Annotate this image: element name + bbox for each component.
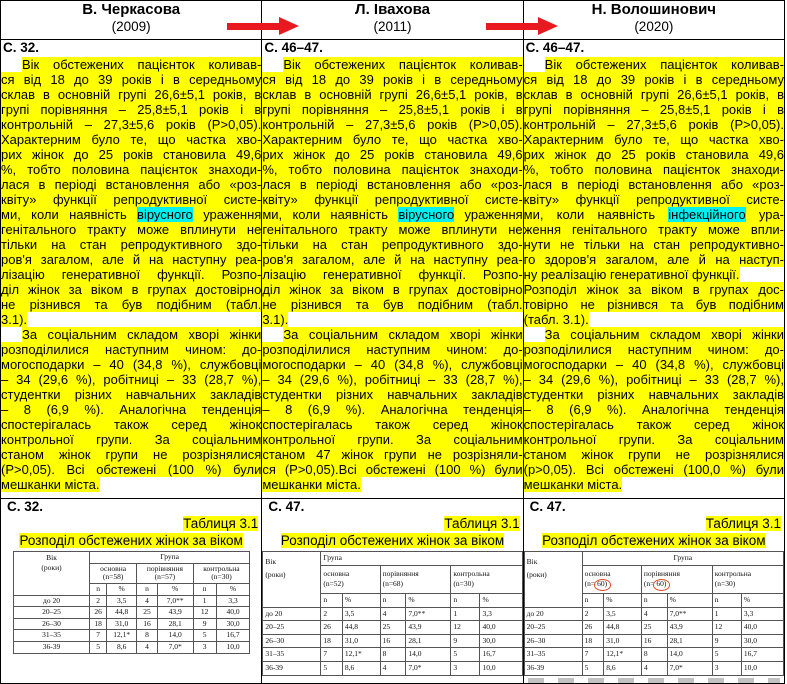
text-cell-cherkasova bbox=[1, 40, 262, 499]
red-ellipse-annotation: 60) bbox=[653, 579, 670, 591]
author-name: В. Черкасова bbox=[82, 1, 181, 18]
author-name: Л. Івахова bbox=[355, 1, 430, 18]
publication-year: (2020) bbox=[634, 19, 674, 34]
source-header-ivakhova bbox=[262, 1, 523, 40]
highlighted-text-block: Вік обстежених пацієнток коливав- ся від 18 до 39 років і в середньому склав в основній групі 26,6±5,1 років, в групі порівняння – 25,8±5,1 років і в контрольній – 27,3±5,6 років (Р>0,05). Характерним було те, що частка хво- рих жінок до 25 років становила 49,6 %, тобто половина пацієнток знаходи- лася в періоді встановлення або «роз- квіту» функції репродуктивної систе- ми, коли наявність вірусного ураження генітального тракту може вплинути не тільки на стан репродуктивного здо- ров'я загалом, але й на наступну реа- лізацію генеративної функції. Розпо- діл жінок за віком в групах достовірно не різнився та був подібним (табл. 3.1). За соціальним складом хворі жінки розподілилися наступним чином: до- могосподарки – 40 (34,8 %), службовці – 34 (29,6 %), робітниці – 33 (28,7 %), студентки різних навчальних закладів – 8 (6,9 %). Аналогічна тенденція спостерігалась також серед жінок контрольної групи. За соціальним станом жінок групи не розрізнялися (Р>0,05). Всі обстежені (100 %) були мешканки міста. bbox=[1, 57, 262, 492]
cut-off-footnote-fragment bbox=[528, 678, 780, 683]
arrow-shaft bbox=[227, 23, 279, 30]
arrow-head bbox=[279, 17, 299, 35]
highlighted-text-block: Вік обстежених пацієнток коливав- ся від 18 до 39 років і в середньому склав в основній групі 26,6±5,1 років, в групі порівняння – 25,8±5,1 років і в контрольній – 27,3±5,6 років (Р>0,05). Характерним було те, що частка хво- рих жінок до 25 років становила 49,6 %, тобто половина пацієнток знаходи- лася в періоді встановлення або «роз- квіту» функції репродуктивної систе- ми, коли наявність інфекційного ура- ження генітального тракту може впли- нути не тільки на стан репродуктивно- го здоров'я загалом, але й на наступ- ну реалізацію генеративної функції. Розподіл жінок за віком в групах дос- товірно не різнився та був подібним (табл. 3.1). За соціальним складом хворі жінки розподілилися наступним чином: до- могосподарки – 40 (34,8 %), службовці – 34 (29,6 %), робітниці – 33 (28,7 %), студентки різних навчальних закладів – 8 (6,9 %). Аналогічна тенденція спостерігалась також серед жінок контрольної групи. За соціальним станом жінок групи не розрізнялися (р>0,05). Всі обстежені (100,0 %) були мешканки міста. bbox=[523, 57, 784, 492]
table-title: Розподіл обстежених жінок за віком bbox=[542, 533, 766, 548]
source-header-voloshynovych bbox=[523, 1, 784, 40]
author-name: Н. Волошинович bbox=[591, 1, 717, 18]
page-reference: С. 46–47. bbox=[525, 40, 585, 55]
highlighted-text-block: Вік обстежених пацієнток коливав- ся від 18 до 39 років і в середньому склав в основній групі 26,6±5,1 років, в групі порівняння – 25,8±5,1 років і в контрольній – 27,3±5,6 років (Р>0,05). Характерним було те, що частка хво- рих жінок до 25 років становила 49,6 %, тобто половина пацієнток знаходи- лася в періоді встановлення або «роз- квіту» функції репродуктивної систе- ми, коли наявність вірусного ураження генітального тракту може вплинути не тільки на стан репродуктивного здо- ров'я загалом, але й на наступну реа- лізацію генеративної функції. Розпо- діл жінок за віком в групах достовірно не різнився та був подібним (табл. 3.1). За соціальним складом хворі жінки розподілилися наступним чином: до- могосподарки – 40 (34,8 %), службовці – 34 (29,6 %), робітниці – 33 (28,7 %), студентки різних навчальних закладів – 8 (6,9 %). Аналогічна тенденція спостерігалась також серед жінок контрольної групи. За соціальним станом 47 жінок групи не розрізняли- ся (Р>0,05).Всі обстежені (100 %) були мешканки міста. bbox=[262, 57, 523, 492]
age-groups-data-table: Вік (роки) Група основна (n= 60) порівняння (n= 60) контрольна (n=30) n % n % n % до 20 2 3,5 4 7,0** 1 3,3 20–25 26 44,8 25 43,9 12 40,0 26–30 18 31,0 16 28,1 9 30,0 31–35 7 12,1* 8 14,0 5 16,7 36-39 5 8,6 4 7,0* 3 10,0 bbox=[524, 551, 784, 676]
publication-year: (2009) bbox=[111, 19, 151, 34]
page-reference: С. 32. bbox=[7, 499, 44, 514]
text-cell-ivakhova bbox=[262, 40, 523, 499]
publication-year: (2011) bbox=[373, 19, 412, 34]
table-title: Розподіл обстежених жінок за віком bbox=[280, 533, 505, 548]
arrow-head bbox=[538, 17, 558, 35]
table-label: Таблиця 3.1 bbox=[705, 516, 781, 531]
header-row bbox=[1, 1, 785, 40]
age-distribution-table bbox=[1, 551, 261, 654]
text-cell-voloshynovych bbox=[523, 40, 784, 499]
age-distribution-table bbox=[524, 551, 784, 676]
page-reference: С. 46–47. bbox=[264, 40, 323, 55]
table-comparison-row bbox=[1, 499, 785, 684]
arrow-shaft bbox=[486, 23, 538, 30]
red-ellipse-annotation: 60) bbox=[594, 579, 611, 591]
age-groups-data-table: Вік (роки) Група основна (n=52) порівняння (n=68) контрольна (n=30) n % n % n % до 20 2 3,5 4 7,0** 1 3,3 20–25 26 44,8 25 43,9 12 40,0 26–30 18 31,0 16 28,1 9 30,0 31–35 7 12,1* 8 14,0 5 16,7 36-39 5 8,6 4 7,0* 3 10,0 bbox=[262, 551, 522, 676]
table-cell-voloshynovych bbox=[523, 499, 784, 684]
table-label: Таблиця 3.1 bbox=[444, 516, 520, 531]
table-cell-cherkasova bbox=[1, 499, 262, 684]
page-reference: С. 47. bbox=[529, 499, 566, 514]
source-header-cherkasova bbox=[1, 1, 262, 40]
table-label: Таблиця 3.1 bbox=[183, 516, 259, 531]
table-title: Розподіл обстежених жінок за віком bbox=[19, 533, 243, 548]
text-comparison-row bbox=[1, 40, 785, 499]
page-reference: С. 47. bbox=[268, 499, 305, 514]
age-distribution-table bbox=[262, 551, 522, 676]
age-groups-data-table: Вік (роки) Група основна (n=58) порівняння (n=57) контрольна (n=30) n % n % n % до 20 2 3,5 4 7,0** 1 3,3 20–25 26 44,8 25 43,9 12 40,0 26–30 18 31,0 16 28,1 9 30,0 31–35 7 12,1* 8 14,0 5 16,7 36-39 5 8,6 4 7,0* 3 10,0 bbox=[13, 551, 250, 654]
page-reference: С. 32. bbox=[3, 40, 40, 55]
table-cell-ivakhova bbox=[262, 499, 523, 684]
